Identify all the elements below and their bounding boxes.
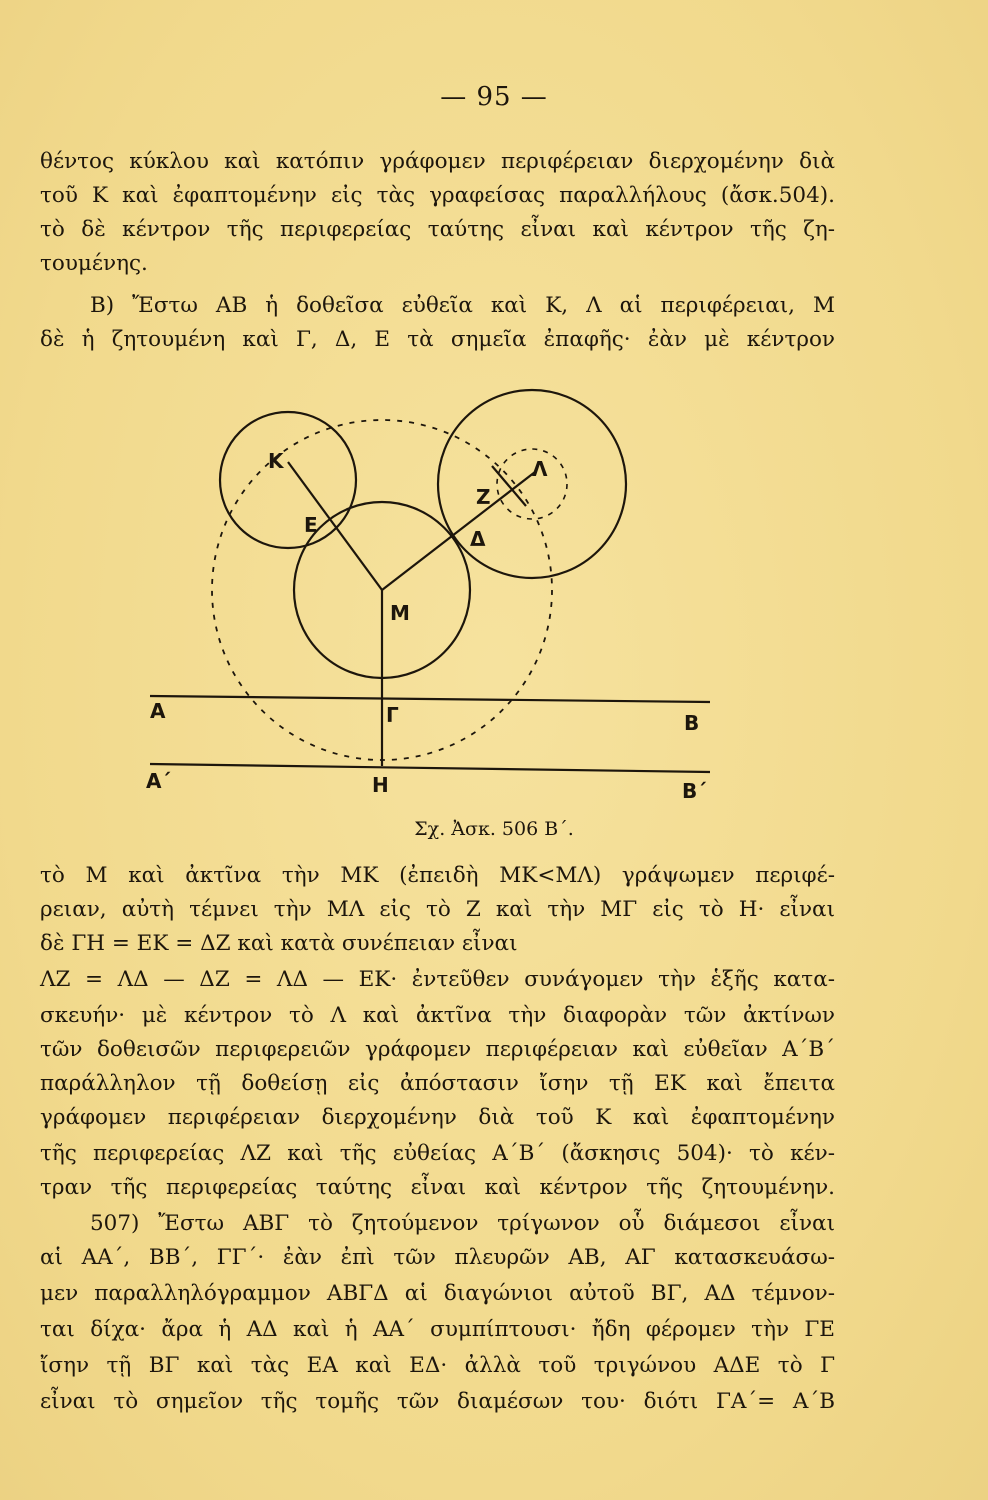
text-line: τὸ δὲ κέντρον τῆς περιφερείας ταύτης εἶναι καὶ κέντρον τῆς ζη- <box>40 217 835 242</box>
label-lambda: Λ <box>532 457 548 481</box>
text-line: εἶναι τὸ σημεῖον τῆς τομῆς τῶν διαμέσων του· διότι ΓΑ΄= Α΄Β <box>40 1389 835 1414</box>
label-k: Κ <box>268 449 284 473</box>
text-line: τοῦ Κ καὶ ἐφαπτομένην εἰς τὰς γραφείσας παραλλήλους (ἄσκ.504). <box>40 183 835 208</box>
text-line: μεν παραλληλόγραμμον ΑΒΓΔ αἱ διαγώνιοι αὐτοῦ ΒΓ, ΑΔ τέμνον- <box>40 1281 835 1306</box>
text-line: αἱ ΑΑ΄, ΒΒ΄, ΓΓ΄· ἐὰν ἐπὶ τῶν πλευρῶν ΑΒ, ΑΓ κατασκευάσω- <box>40 1245 835 1270</box>
label-gamma: Γ <box>386 703 399 727</box>
label-m: Μ <box>390 601 410 625</box>
label-z: Ζ <box>476 485 491 509</box>
text-line: Β) Ἔστω ΑΒ ἡ δοθεῖσα εὐθεῖα καὶ Κ, Λ αἱ περιφέρειαι, Μ <box>90 293 835 318</box>
label-a-prime: Α΄ <box>146 769 171 793</box>
page-number: — 95 — <box>440 82 548 112</box>
text-line: σκευήν· μὲ κέντρον τὸ Λ καὶ ἀκτῖνα τὴν διαφορὰν τῶν ἀκτίνων <box>40 1003 835 1028</box>
label-b: Β <box>684 711 700 735</box>
text-line: ρειαν, αὐτὴ τέμνει τὴν ΜΛ εἰς τὸ Ζ καὶ τὴν ΜΓ εἰς τὸ Η· εἶναι <box>40 897 835 922</box>
segment-mk <box>288 462 382 590</box>
text-line: δὲ ΓΗ = ΕΚ = ΔΖ καὶ κατὰ συνέπειαν εἶναι <box>40 931 518 956</box>
text-line: ἴσην τῇ ΒΓ καὶ τὰς ΕΑ καὶ ΕΔ· ἀλλὰ τοῦ τριγώνου ΑΔΕ τὸ Γ <box>40 1353 835 1378</box>
text-line: ται δίχα· ἄρα ἡ ΑΔ καὶ ἡ ΑΑ΄ συμπίπτουσι· ἤδη φέρομεν τὴν ΓΕ <box>40 1317 835 1342</box>
text-line: 507) Ἔστω ΑΒΓ τὸ ζητούμενον τρίγωνον οὗ διάμεσοι εἶναι <box>90 1211 835 1236</box>
text-line: γράφομεν περιφέρειαν διερχομένην διὰ τοῦ Κ καὶ ἐφαπτομένην <box>40 1105 835 1130</box>
text-line: θέντος κύκλου καὶ κατόπιν γράφομεν περιφέρειαν διερχομένην διὰ <box>40 149 835 174</box>
label-e: Ε <box>304 513 318 537</box>
text-line: ΛΖ = ΛΔ — ΔΖ = ΛΔ — ΕΚ· ἐντεῦθεν συνάγομεν τὴν ἑξῆς κατα- <box>40 967 835 992</box>
geometry-figure <box>120 380 760 800</box>
text-line: παράλληλον τῇ δοθείσῃ εἰς ἀπόστασιν ἴσην τῇ ΕΚ καὶ ἔπειτα <box>40 1071 835 1096</box>
text-line: τραν τῆς περιφερείας ταύτης εἶναι καὶ κέντρον τῆς ζητουμένην. <box>40 1175 835 1200</box>
label-h: Η <box>372 773 389 797</box>
text-line: τῶν δοθεισῶν περιφερειῶν γράφομεν περιφέρειαν καὶ εὐθεῖαν Α΄Β΄ <box>40 1037 835 1062</box>
text-line: δὲ ἡ ζητουμένη καὶ Γ, Δ, Ε τὰ σημεῖα ἐπαφῆς· ἐὰν μὲ κέντρον <box>40 327 835 352</box>
circle-lambda <box>438 390 626 578</box>
label-delta: Δ <box>470 527 486 551</box>
line-ab <box>150 696 710 702</box>
text-line: τῆς περιφερείας ΛΖ καὶ τῆς εὐθείας Α΄Β΄ (ἄσκησις 504)· τὸ κέν- <box>40 1141 835 1166</box>
label-b-prime: Β΄ <box>682 779 707 800</box>
figure-caption: Σχ. Ἀσκ. 506 Β΄. <box>414 818 574 840</box>
text-line: τὸ Μ καὶ ἀκτῖνα τὴν ΜΚ (ἐπειδὴ ΜΚ<ΜΛ) γράψωμεν περιφέ- <box>40 863 835 888</box>
figure-svg <box>120 380 760 800</box>
text-line: τουμένης. <box>40 251 148 276</box>
line-a-prime-b-prime <box>150 764 710 772</box>
label-a: Α <box>150 699 166 723</box>
